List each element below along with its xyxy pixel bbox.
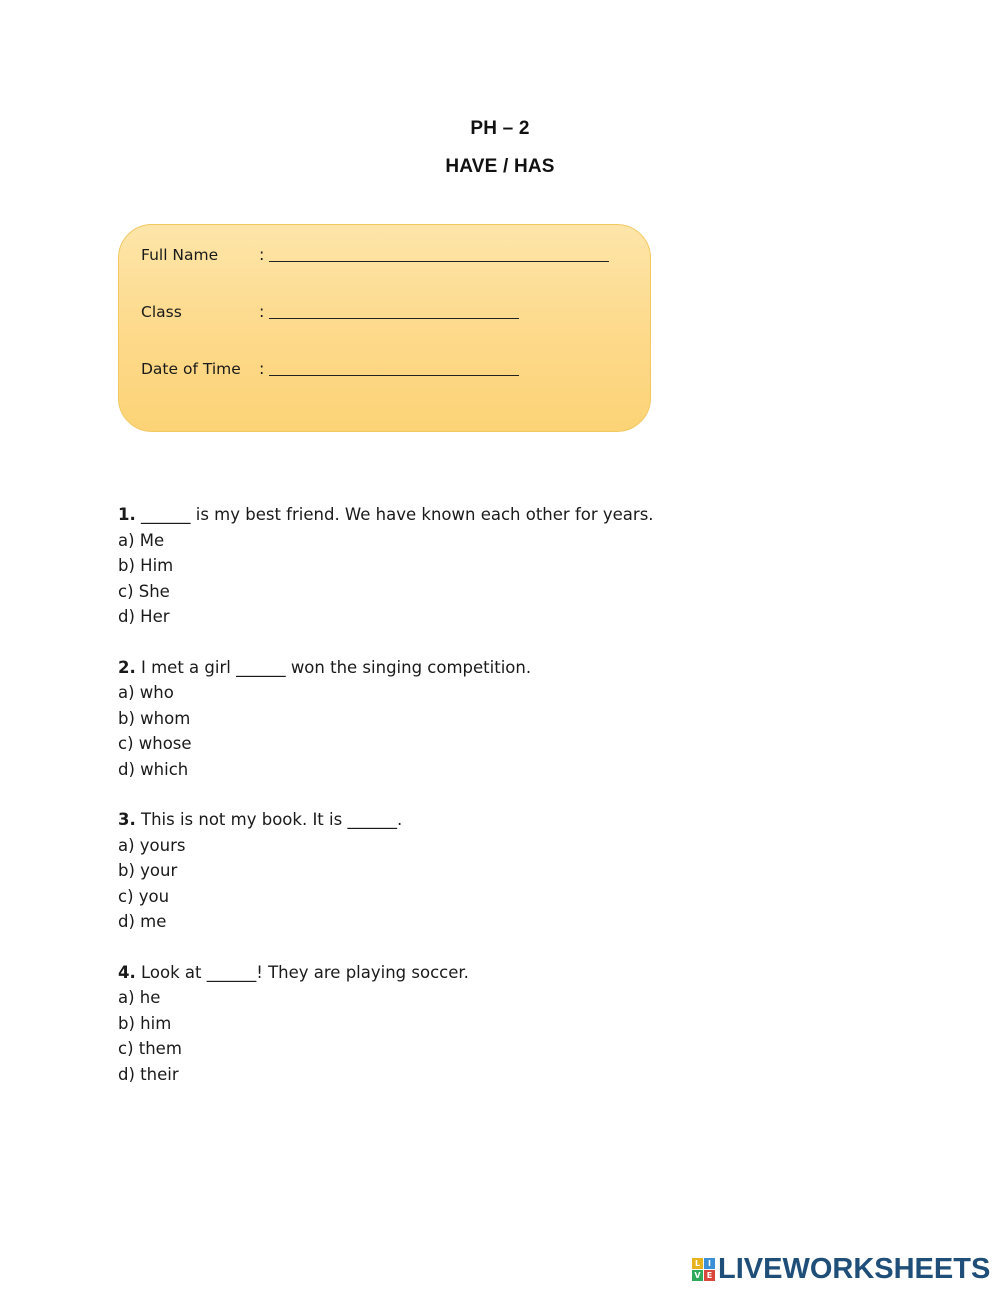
question-prompt: Look at ______! They are playing soccer. [135,962,469,982]
option-b[interactable]: b) him [118,1013,172,1033]
worksheet-title: PH – 2 [470,118,530,139]
worksheet-subtitle: HAVE / HAS [445,156,555,177]
option-c[interactable]: c) whose [118,734,192,753]
class-row [141,302,519,321]
question-2 [118,655,738,783]
date-row [141,359,519,378]
logo-tile-i: I [704,1258,715,1269]
question-prompt: This is not my book. It is ______. [135,810,403,829]
question-number: 4. [118,962,136,982]
date-colon: : [259,359,265,378]
logo-mark-icon [692,1258,715,1281]
liveworksheets-logo [692,1253,990,1285]
option-b[interactable]: b) Him [118,556,174,575]
date-label: Date of Time [141,360,241,378]
full-name-label: Full Name [141,246,219,264]
student-info-box [118,224,651,432]
logo-tile-v: V [692,1270,703,1281]
question-number: 2. [118,657,136,677]
option-d[interactable]: d) Her [118,607,170,626]
class-label: Class [141,303,182,321]
full-name-colon: : [259,245,265,264]
option-a[interactable]: a) yours [118,835,186,855]
option-d[interactable]: d) which [118,759,189,779]
question-1 [118,502,738,630]
question-text [118,502,738,528]
question-prompt: ______ is my best friend. We have known each other for years. [135,505,654,524]
question-3 [118,807,738,935]
question-number: 3. [118,810,136,829]
option-a[interactable]: a) Me [118,530,165,550]
question-text [118,655,738,681]
option-d[interactable]: d) me [118,912,167,931]
option-d[interactable]: d) their [118,1064,179,1084]
question-list [118,502,738,1112]
question-number: 1. [118,505,136,524]
option-b[interactable]: b) whom [118,708,191,728]
class-colon: : [259,302,265,321]
question-text [118,807,738,833]
full-name-blank[interactable] [269,246,609,262]
question-4 [118,960,738,1088]
full-name-row [141,245,609,264]
logo-text: LIVEWORKSHEETS [718,1252,991,1285]
question-prompt: I met a girl ______ won the singing competition. [135,657,532,677]
date-blank[interactable] [269,360,519,376]
option-a[interactable]: a) he [118,988,161,1007]
class-blank[interactable] [269,303,519,319]
option-c[interactable]: c) She [118,581,170,601]
logo-tile-e: E [704,1270,715,1281]
question-text [118,960,738,986]
option-c[interactable]: c) them [118,1039,182,1058]
option-b[interactable]: b) your [118,861,178,880]
option-a[interactable]: a) who [118,683,174,702]
option-c[interactable]: c) you [118,886,170,906]
logo-tile-l: L [692,1258,703,1269]
